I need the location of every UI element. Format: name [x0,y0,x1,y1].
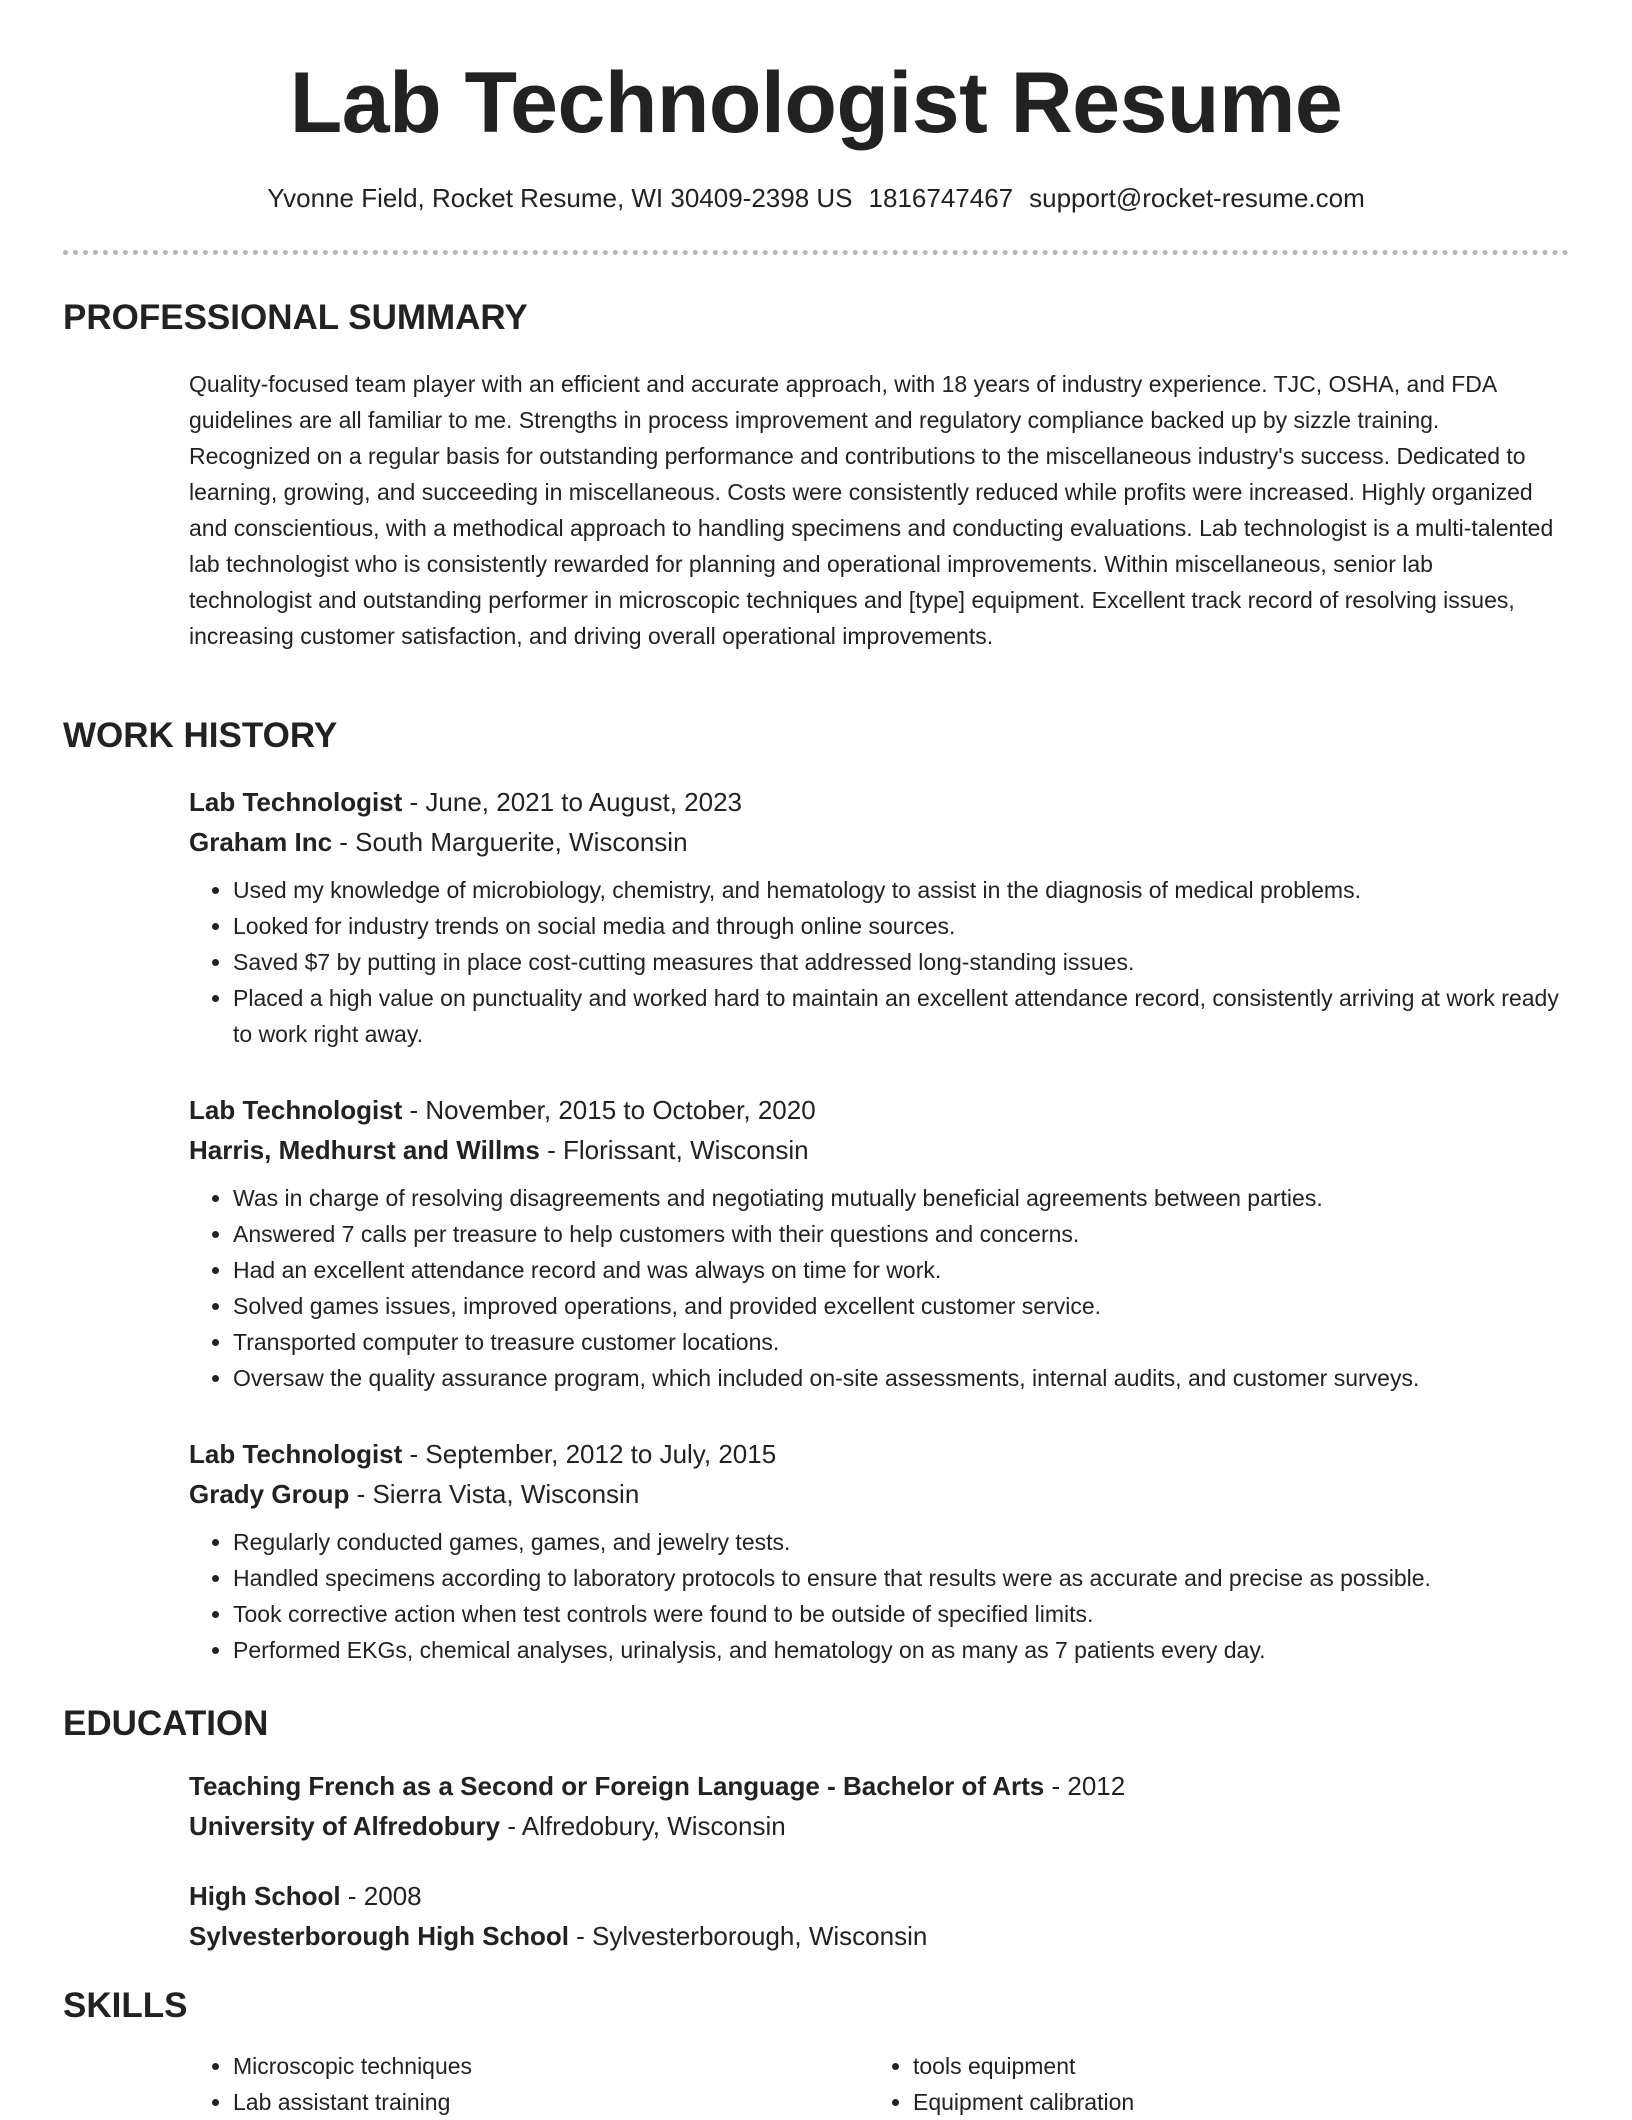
job-bullet: • Saved $7 by putting in place cost-cutting measures that addressed long-standing issues. [233,944,1569,980]
job-title-line [189,1090,1569,1130]
job-bullet: • Had an excellent attendance record and was always on time for work. [233,1252,1569,1288]
job-bullets [189,872,1569,1052]
skill-item: • Lab assistant training [233,2084,869,2120]
job-location: - Florissant, Wisconsin [539,1135,809,1165]
job-company-line [189,1130,1569,1170]
education-entry [189,1766,1569,1846]
education-location: - Sylvesterborough, Wisconsin [568,1921,928,1951]
job-bullet: • Performed EKGs, chemical analyses, urinalysis, and hematology on as many as 7 patients every day. [233,1632,1569,1668]
job-bullet: • Used my knowledge of microbiology, chemistry, and hematology to assist in the diagnosis of medical problems. [233,872,1569,908]
job-bullet: • Answered 7 calls per treasure to help customers with their questions and concerns. [233,1216,1569,1252]
skills-list [189,2048,1559,2120]
job-bullet: • Oversaw the quality assurance program, which included on-site assessments, internal audits, and customer surveys. [233,1360,1569,1396]
job-bullet: • Handled specimens according to laboratory protocols to ensure that results were as accurate and precise as possible. [233,1560,1569,1596]
skill-item: • tools equipment [913,2048,1549,2084]
education-school-line [189,1806,1569,1846]
work-history-heading: WORK HISTORY [63,716,338,755]
job-dates: - June, 2021 to August, 2023 [402,787,742,817]
job-company-line [189,822,1569,862]
education-school: Sylvesterborough High School [189,1921,569,1951]
contact-email[interactable]: support@rocket-resume.com [1029,183,1365,213]
job-bullet: • Looked for industry trends on social media and through online sources. [233,908,1569,944]
education-school-line [189,1916,1569,1956]
job-title-line [189,1434,1569,1474]
education-degree: High School [189,1881,341,1911]
skills-heading: SKILLS [63,1986,188,2025]
job-entry [189,782,1569,1052]
job-title-line [189,782,1569,822]
skill-item: • Equipment calibration [913,2084,1549,2120]
skills-column-right [869,2048,1549,2120]
job-bullets [189,1180,1569,1396]
job-bullet: • Was in charge of resolving disagreements and negotiating mutually beneficial agreements between parties. [233,1180,1569,1216]
job-bullet: • Transported computer to treasure customer locations. [233,1324,1569,1360]
job-location: - South Marguerite, Wisconsin [332,827,688,857]
education-degree-line [189,1766,1569,1806]
job-title: Lab Technologist [189,1439,403,1469]
education-year: - 2012 [1044,1771,1126,1801]
job-bullet: • Took corrective action when test controls were found to be outside of specified limits. [233,1596,1569,1632]
job-company-line [189,1474,1569,1514]
resume-title: Lab Technologist Resume [289,55,1343,151]
contact-phone: 1816747467 [868,183,1014,213]
skill-item: • Microscopic techniques [233,2048,869,2084]
job-dates: - November, 2015 to October, 2020 [402,1095,816,1125]
job-location: - Sierra Vista, Wisconsin [349,1479,640,1509]
contact-line [0,180,1632,216]
summary-text: Quality-focused team player with an efficient and accurate approach, with 18 years of industry experience. TJC, OSHA, and FDA guidelines are all familiar to me. Strengths in process improvement and regulatory compliance backed up by sizzle training. Recognized on a regular basis for outstanding performance and contributions to the miscellaneous industry's success. Dedicated to learning, growing, and succeeding in miscellaneous. Costs were consistently reduced while profits were increased. Highly organized and conscientious, with a methodical approach to handling specimens and conducting evaluations. Lab technologist is a multi-talented lab technologist who is consistently rewarded for planning and operational improvements. Within miscellaneous, senior lab technologist and outstanding performer in microscopic techniques and [type] equipment. Excellent track record of resolving issues, increasing customer satisfaction, and driving overall operational improvements. [189,371,1554,649]
job-bullet: • Placed a high value on punctuality and worked hard to maintain an excellent attendance record, consistently arriving at work ready to work right away. [233,980,1569,1052]
job-company: Harris, Medhurst and Willms [189,1135,540,1165]
skills-column-left [189,2048,869,2120]
education-year: - 2008 [340,1881,422,1911]
job-company: Graham Inc [189,827,333,857]
education-degree: Teaching French as a Second or Foreign Language - Bachelor of Arts [189,1771,1045,1801]
job-entry [189,1434,1569,1668]
summary-heading: PROFESSIONAL SUMMARY [63,298,528,337]
job-bullet: • Solved games issues, improved operations, and provided excellent customer service. [233,1288,1569,1324]
education-degree-line [189,1876,1569,1916]
job-title: Lab Technologist [189,787,403,817]
education-location: - Alfredobury, Wisconsin [500,1811,786,1841]
job-title: Lab Technologist [189,1095,403,1125]
education-entry [189,1876,1569,1956]
job-bullet: • Regularly conducted games, games, and jewelry tests. [233,1524,1569,1560]
job-dates: - September, 2012 to July, 2015 [402,1439,777,1469]
education-heading: EDUCATION [63,1704,269,1743]
header-divider [63,250,1569,255]
education-school: University of Alfredobury [189,1811,501,1841]
job-bullets [189,1524,1569,1668]
job-entry [189,1090,1569,1396]
job-company: Grady Group [189,1479,350,1509]
contact-address: Yvonne Field, Rocket Resume, WI 30409-2398 US [267,183,853,213]
